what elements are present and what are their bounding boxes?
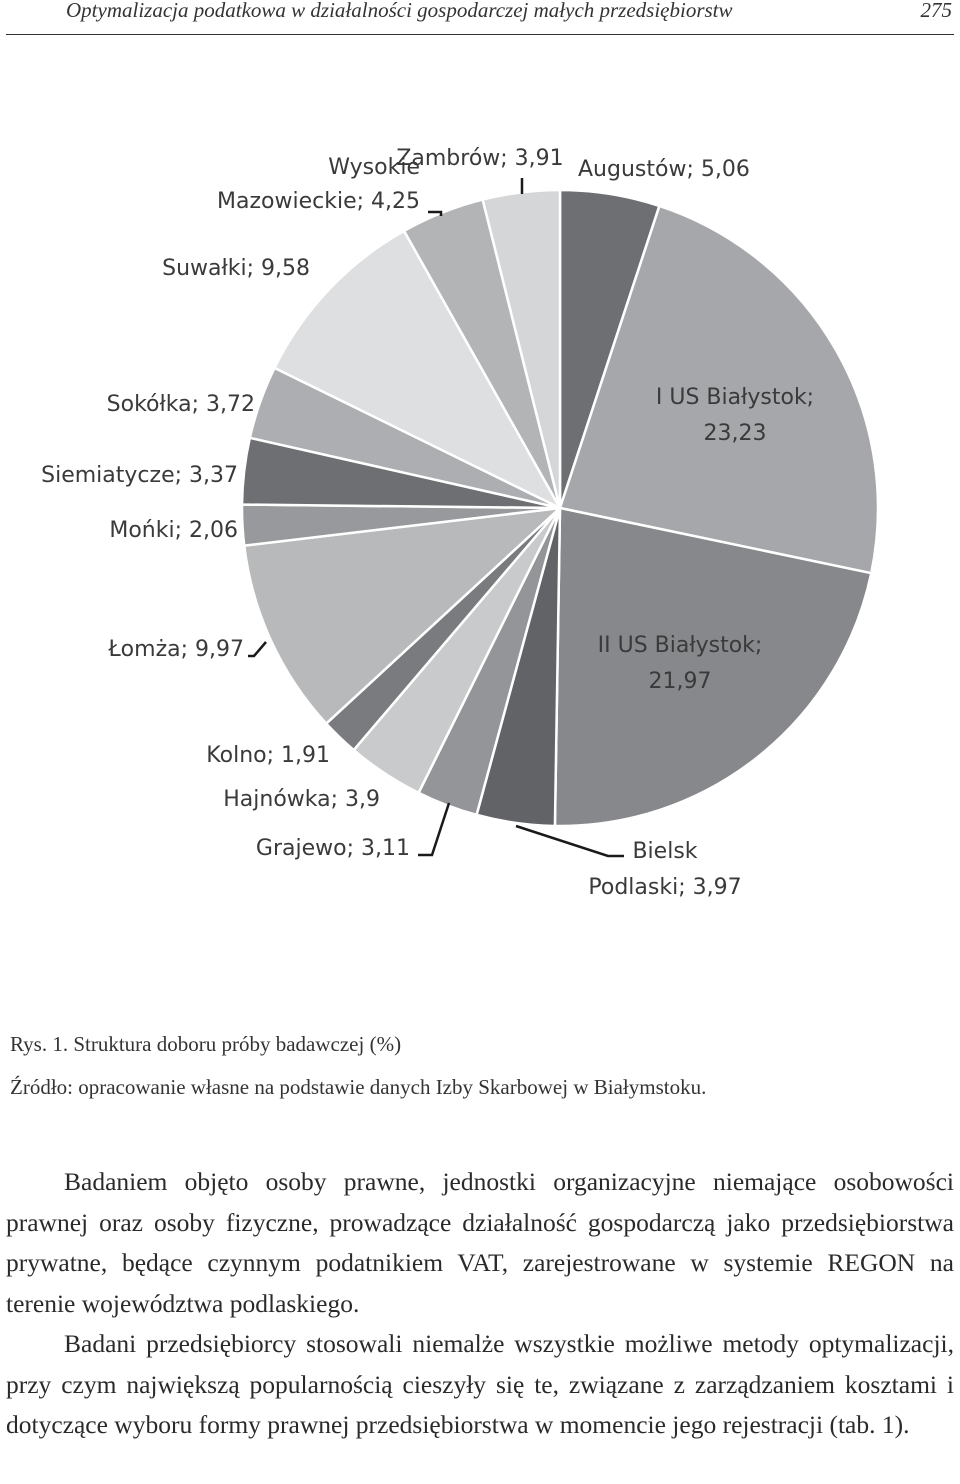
slice-label-line: 23,23 bbox=[703, 421, 767, 446]
pie-chart bbox=[0, 130, 960, 930]
running-header-title: Optymalizacja podatkowa w działalności gospodarczej małych przedsiębiorstw bbox=[66, 0, 733, 22]
slice-label-line: Suwałki; 9,58 bbox=[162, 256, 310, 281]
leader-line-grajewo bbox=[418, 803, 449, 855]
slice-label-line: Hajnówka; 3,9 bbox=[223, 787, 380, 812]
slice-label-line: Bielsk bbox=[632, 839, 698, 864]
slice-label-line: 21,97 bbox=[648, 669, 712, 694]
leader-line-lomza bbox=[248, 642, 266, 656]
slice-label-kolno bbox=[206, 743, 330, 768]
slice-label-line: Kolno; 1,91 bbox=[206, 743, 330, 768]
slice-label-siemiatycze bbox=[41, 463, 238, 488]
slice-label-bielsk-podlaski bbox=[588, 839, 741, 900]
slice-label-line: Sokółka; 3,72 bbox=[106, 392, 255, 417]
page-number: 275 bbox=[920, 0, 952, 22]
slice-label-line: II US Białystok; bbox=[597, 633, 763, 658]
slice-label-line: Siemiatycze; 3,37 bbox=[41, 463, 238, 488]
slice-label-sokolka bbox=[107, 392, 255, 417]
slice-label-lomza bbox=[107, 637, 244, 662]
slice-label-wysokie-mazowieckie bbox=[217, 155, 420, 214]
slice-label-line: Augustów; 5,06 bbox=[578, 157, 750, 182]
figure-caption: Rys. 1. Struktura doboru próby badawczej (%) bbox=[10, 1032, 402, 1056]
slice-label-augustow bbox=[578, 157, 750, 182]
slice-label-zambrow bbox=[396, 146, 563, 171]
slice-label-line: Grajewo; 3,11 bbox=[255, 836, 410, 861]
slice-label-hajnowka bbox=[223, 787, 380, 812]
slice-label-line: Łomża; 9,97 bbox=[108, 637, 244, 662]
slice-label-line: I US Białystok; bbox=[655, 385, 815, 410]
slice-label-line: Mazowieckie; 4,25 bbox=[217, 189, 420, 214]
slice-label-suwalki bbox=[162, 256, 310, 281]
slice-label-line: Wysokie bbox=[328, 155, 420, 180]
slice-label-monki bbox=[109, 518, 238, 543]
figure-source: Źródło: opracowanie własne na podstawie danych Izby Skarbowej w Białymstoku. bbox=[10, 1075, 707, 1099]
running-header bbox=[6, 0, 954, 35]
slice-label-line: Podlaski; 3,97 bbox=[588, 875, 742, 900]
body-text bbox=[6, 1162, 954, 1446]
slice-label-line: Zambrów; 3,91 bbox=[396, 146, 564, 171]
paragraph-2: Badani przedsiębiorcy stosowali niemalże wszystkie możliwe metody optymalizacji, przy czym największą popularnością cieszyły się te, związane z zarządzaniem kosztami i dotyczące wyboru formy prawnej przedsiębiorstwa w momencie jego rejestracji (tab. 1). bbox=[6, 1329, 954, 1439]
slice-label-grajewo bbox=[256, 836, 410, 861]
leader-line-bielsk-podlaski bbox=[516, 826, 624, 856]
paragraph-1: Badaniem objęto osoby prawne, jednostki organizacyjne niemające osobowości prawnej oraz osoby fizyczne, prowadzące działalność gospodarczą jako przedsiębiorstwa prywatne, będące czynnym podatnikiem VAT, zarejestrowane w systemie REGON na terenie województwa podlaskiego. bbox=[6, 1167, 954, 1318]
slice-label-line: Mońki; 2,06 bbox=[109, 518, 238, 543]
